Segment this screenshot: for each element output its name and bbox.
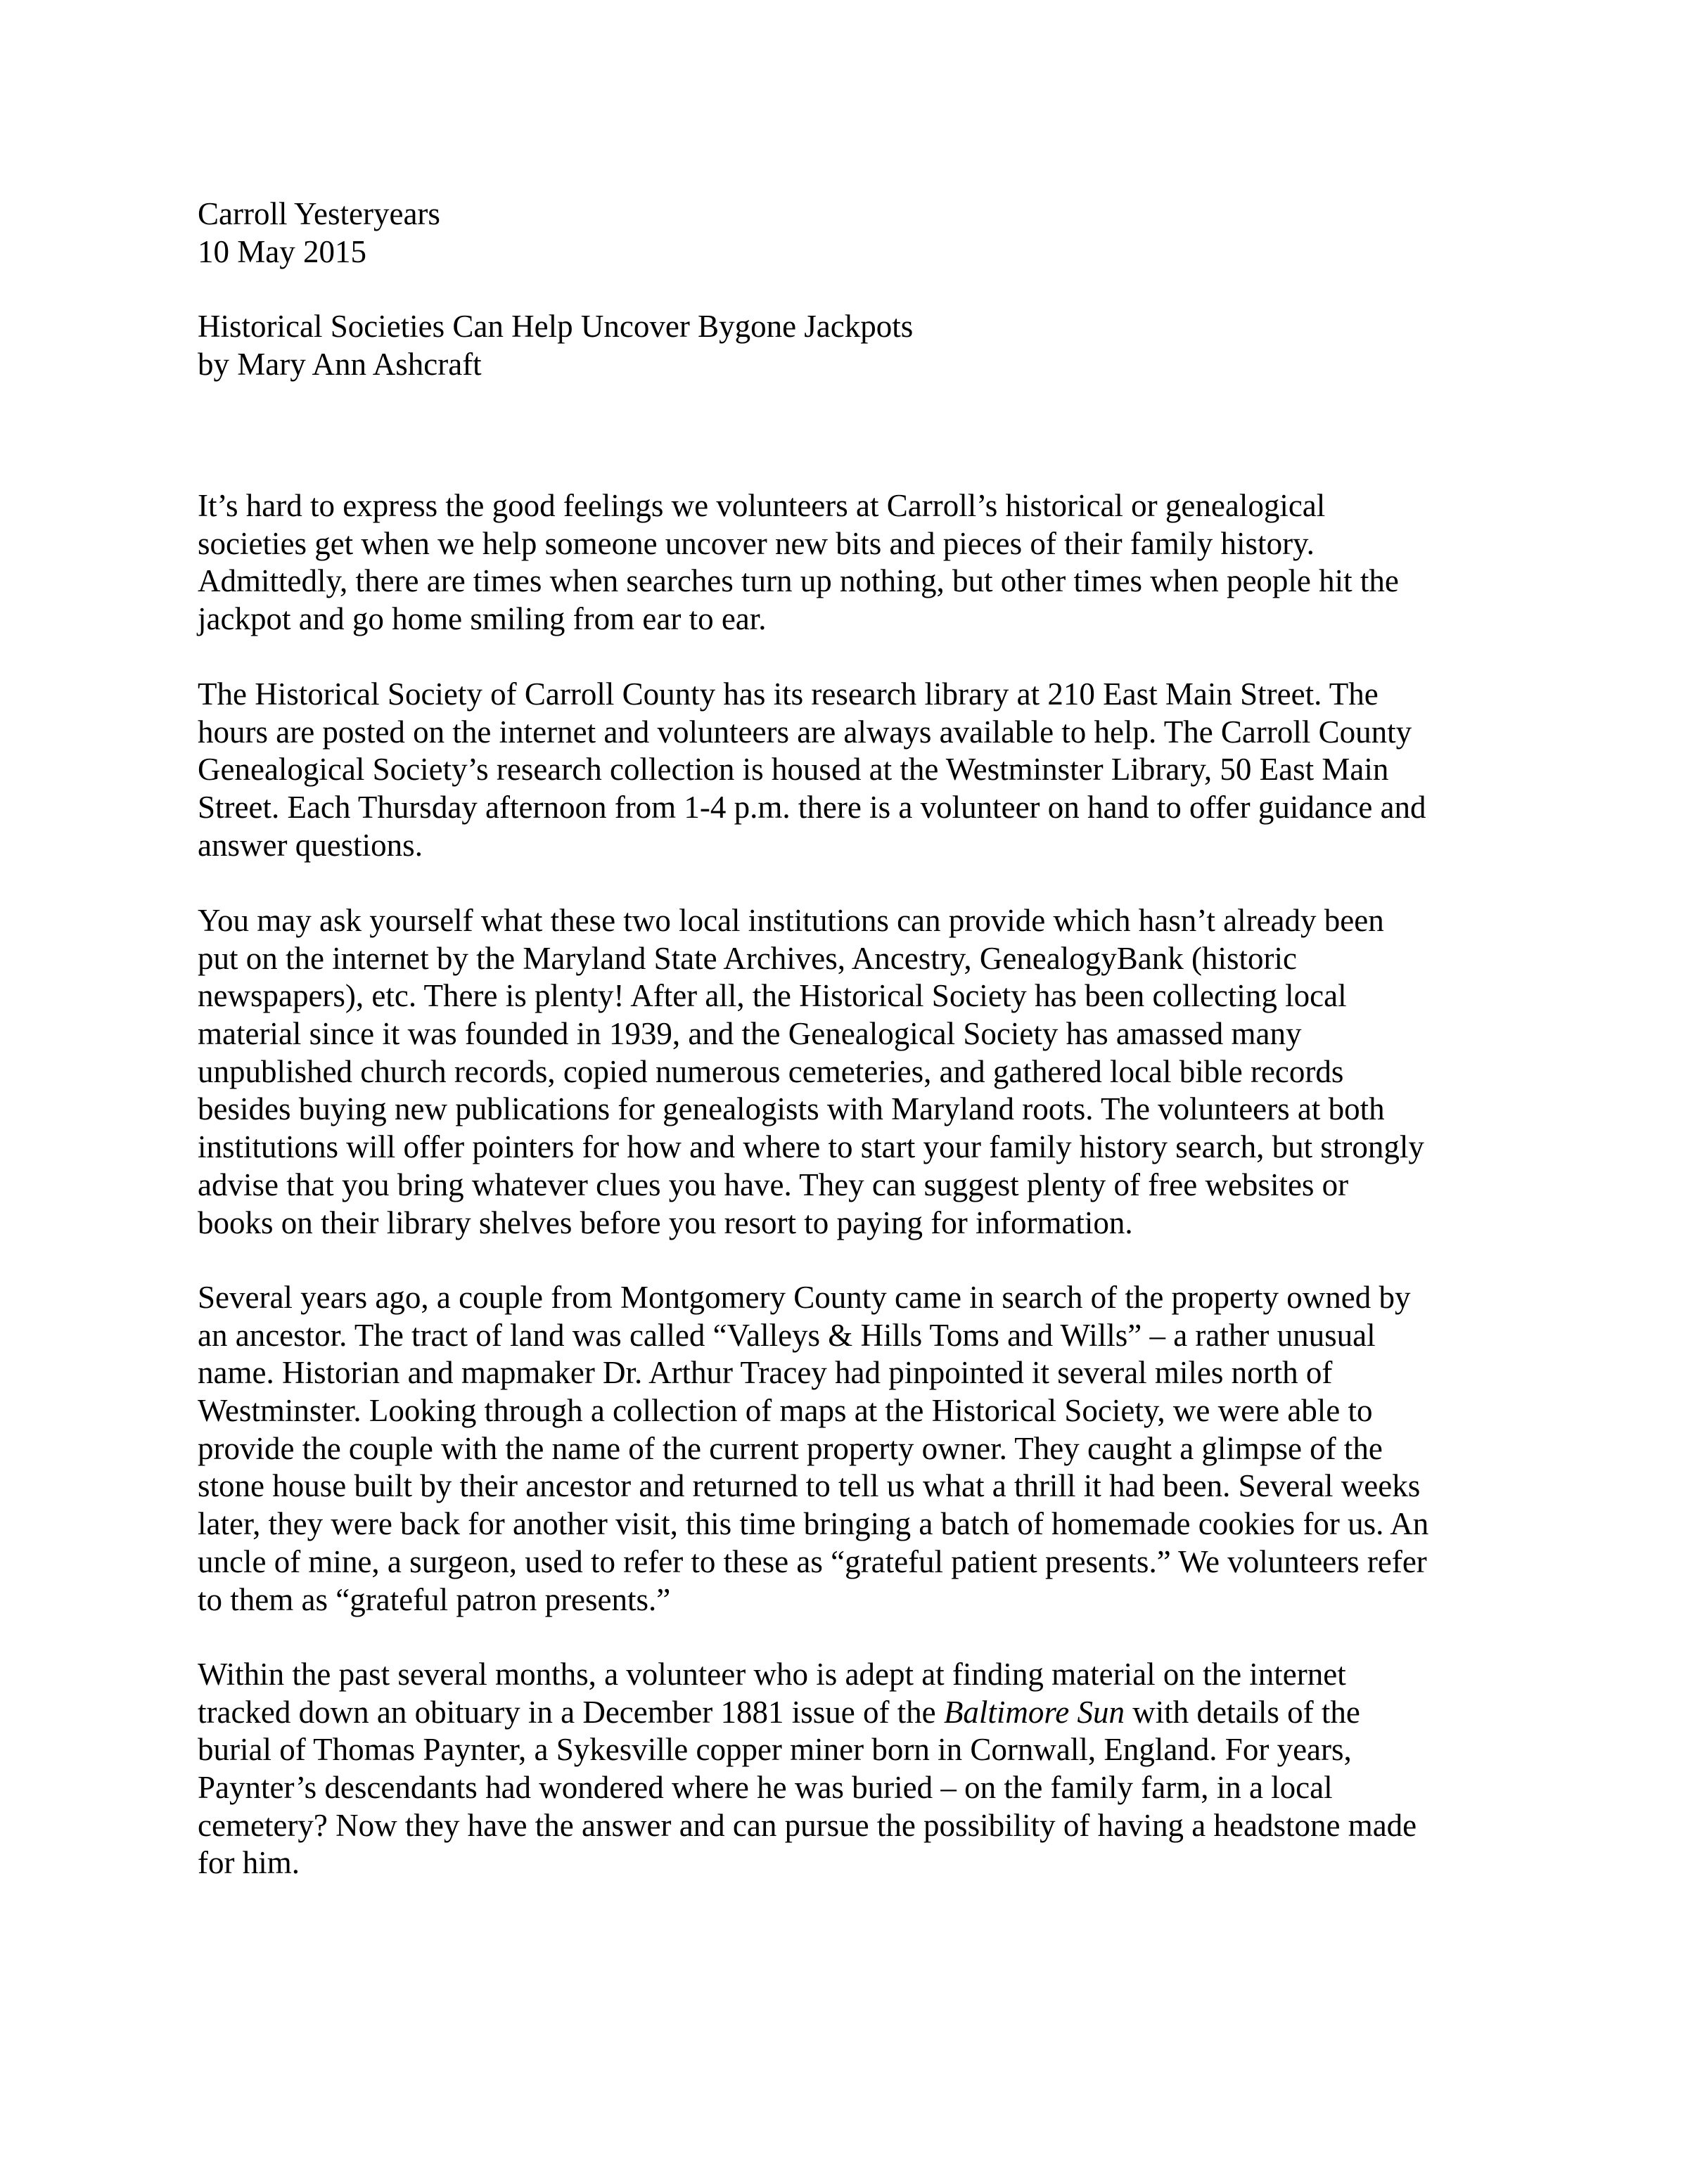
article-title: Historical Societies Can Help Uncover Bygone Jackpots bbox=[198, 309, 914, 344]
newspaper-title-italic: Baltimore Sun bbox=[943, 1694, 1125, 1730]
paragraph-5 bbox=[198, 1656, 1534, 1882]
publication-date: 10 May 2015 bbox=[198, 233, 366, 269]
text-line: for him. bbox=[198, 1845, 300, 1881]
text-line: name. Historian and mapmaker Dr. Arthur Tracey had pinpointed it several miles north of bbox=[198, 1355, 1333, 1391]
text-line: provide the couple with the name of the current property owner. They caught a glimpse of the bbox=[198, 1430, 1383, 1466]
paragraph-4 bbox=[198, 1279, 1534, 1619]
text-line: burial of Thomas Paynter, a Sykesville copper miner born in Cornwall, England. For years, bbox=[198, 1732, 1352, 1768]
text-line: stone house built by their ancestor and returned to tell us what a thrill it had been. Several weeks bbox=[198, 1468, 1421, 1504]
text-line: unpublished church records, copied numerous cemeteries, and gathered local bible records bbox=[198, 1053, 1344, 1089]
text-line bbox=[198, 1694, 1534, 1732]
text-line: newspapers), etc. There is plenty! After all, the Historical Society has been collecting local bbox=[198, 978, 1347, 1014]
text-line: Street. Each Thursday afternoon from 1-4 p.m. there is a volunteer on hand to offer guidance and bbox=[198, 790, 1426, 826]
text-line: Within the past several months, a volunteer who is adept at finding material on the internet bbox=[198, 1657, 1346, 1692]
text-line: put on the internet by the Maryland State Archives, Ancestry, GenealogyBank (historic bbox=[198, 940, 1297, 976]
text-line: institutions will offer pointers for how and where to start your family history search, but strongly bbox=[198, 1129, 1424, 1165]
paragraph-2 bbox=[198, 676, 1534, 864]
text-line: later, they were back for another visit, this time bringing a batch of homemade cookies for us. An bbox=[198, 1506, 1429, 1542]
text-line: cemetery? Now they have the answer and can pursue the possibility of having a headstone made bbox=[198, 1807, 1417, 1843]
text-line: jackpot and go home smiling from ear to ear. bbox=[198, 601, 767, 637]
text-line: It’s hard to express the good feelings we volunteers at Carroll’s historical or genealogical bbox=[198, 488, 1326, 523]
column-name: Carroll Yesteryears bbox=[198, 196, 440, 231]
text-segment: with details of the bbox=[1124, 1694, 1360, 1730]
text-line: Genealogical Society’s research collection is housed at the Westminster Library, 50 East Main bbox=[198, 752, 1389, 788]
text-line: material since it was founded in 1939, and the Genealogical Society has amassed many bbox=[198, 1016, 1302, 1052]
paragraph-3 bbox=[198, 902, 1534, 1242]
text-line: hours are posted on the internet and volunteers are always available to help. The Carroll County bbox=[198, 714, 1412, 750]
text-line: to them as “grateful patron presents.” bbox=[198, 1581, 671, 1617]
text-line: Westminster. Looking through a collection of maps at the Historical Society, we were able to bbox=[198, 1393, 1373, 1429]
header-meta bbox=[198, 195, 1534, 271]
text-line: books on their library shelves before you resort to paying for information. bbox=[198, 1205, 1133, 1240]
text-segment: tracked down an obituary in a December 1881 issue of the bbox=[198, 1694, 944, 1730]
text-line: You may ask yourself what these two local institutions can provide which hasn’t already been bbox=[198, 903, 1384, 938]
text-line: uncle of mine, a surgeon, used to refer to these as “grateful patient presents.” We volunteers refer bbox=[198, 1543, 1427, 1579]
text-line: Paynter’s descendants had wondered where he was buried – on the family farm, in a local bbox=[198, 1770, 1333, 1806]
byline: by Mary Ann Ashcraft bbox=[198, 346, 482, 382]
text-line: answer questions. bbox=[198, 827, 423, 863]
article-heading bbox=[198, 308, 1534, 383]
text-line: Several years ago, a couple from Montgomery County came in search of the property owned by bbox=[198, 1280, 1411, 1315]
paragraph-1 bbox=[198, 487, 1534, 638]
text-line: societies get when we help someone uncover new bits and pieces of their family history. bbox=[198, 525, 1315, 561]
text-line: advise that you bring whatever clues you have. They can suggest plenty of free websites or bbox=[198, 1167, 1349, 1202]
text-line: The Historical Society of Carroll County has its research library at 210 East Main Street. The bbox=[198, 676, 1379, 712]
text-line: Admittedly, there are times when searches turn up nothing, but other times when people hit the bbox=[198, 563, 1399, 599]
text-line: besides buying new publications for genealogists with Maryland roots. The volunteers at both bbox=[198, 1091, 1385, 1127]
text-line: an ancestor. The tract of land was called “Valleys & Hills Toms and Wills” – a rather unusual bbox=[198, 1317, 1376, 1353]
